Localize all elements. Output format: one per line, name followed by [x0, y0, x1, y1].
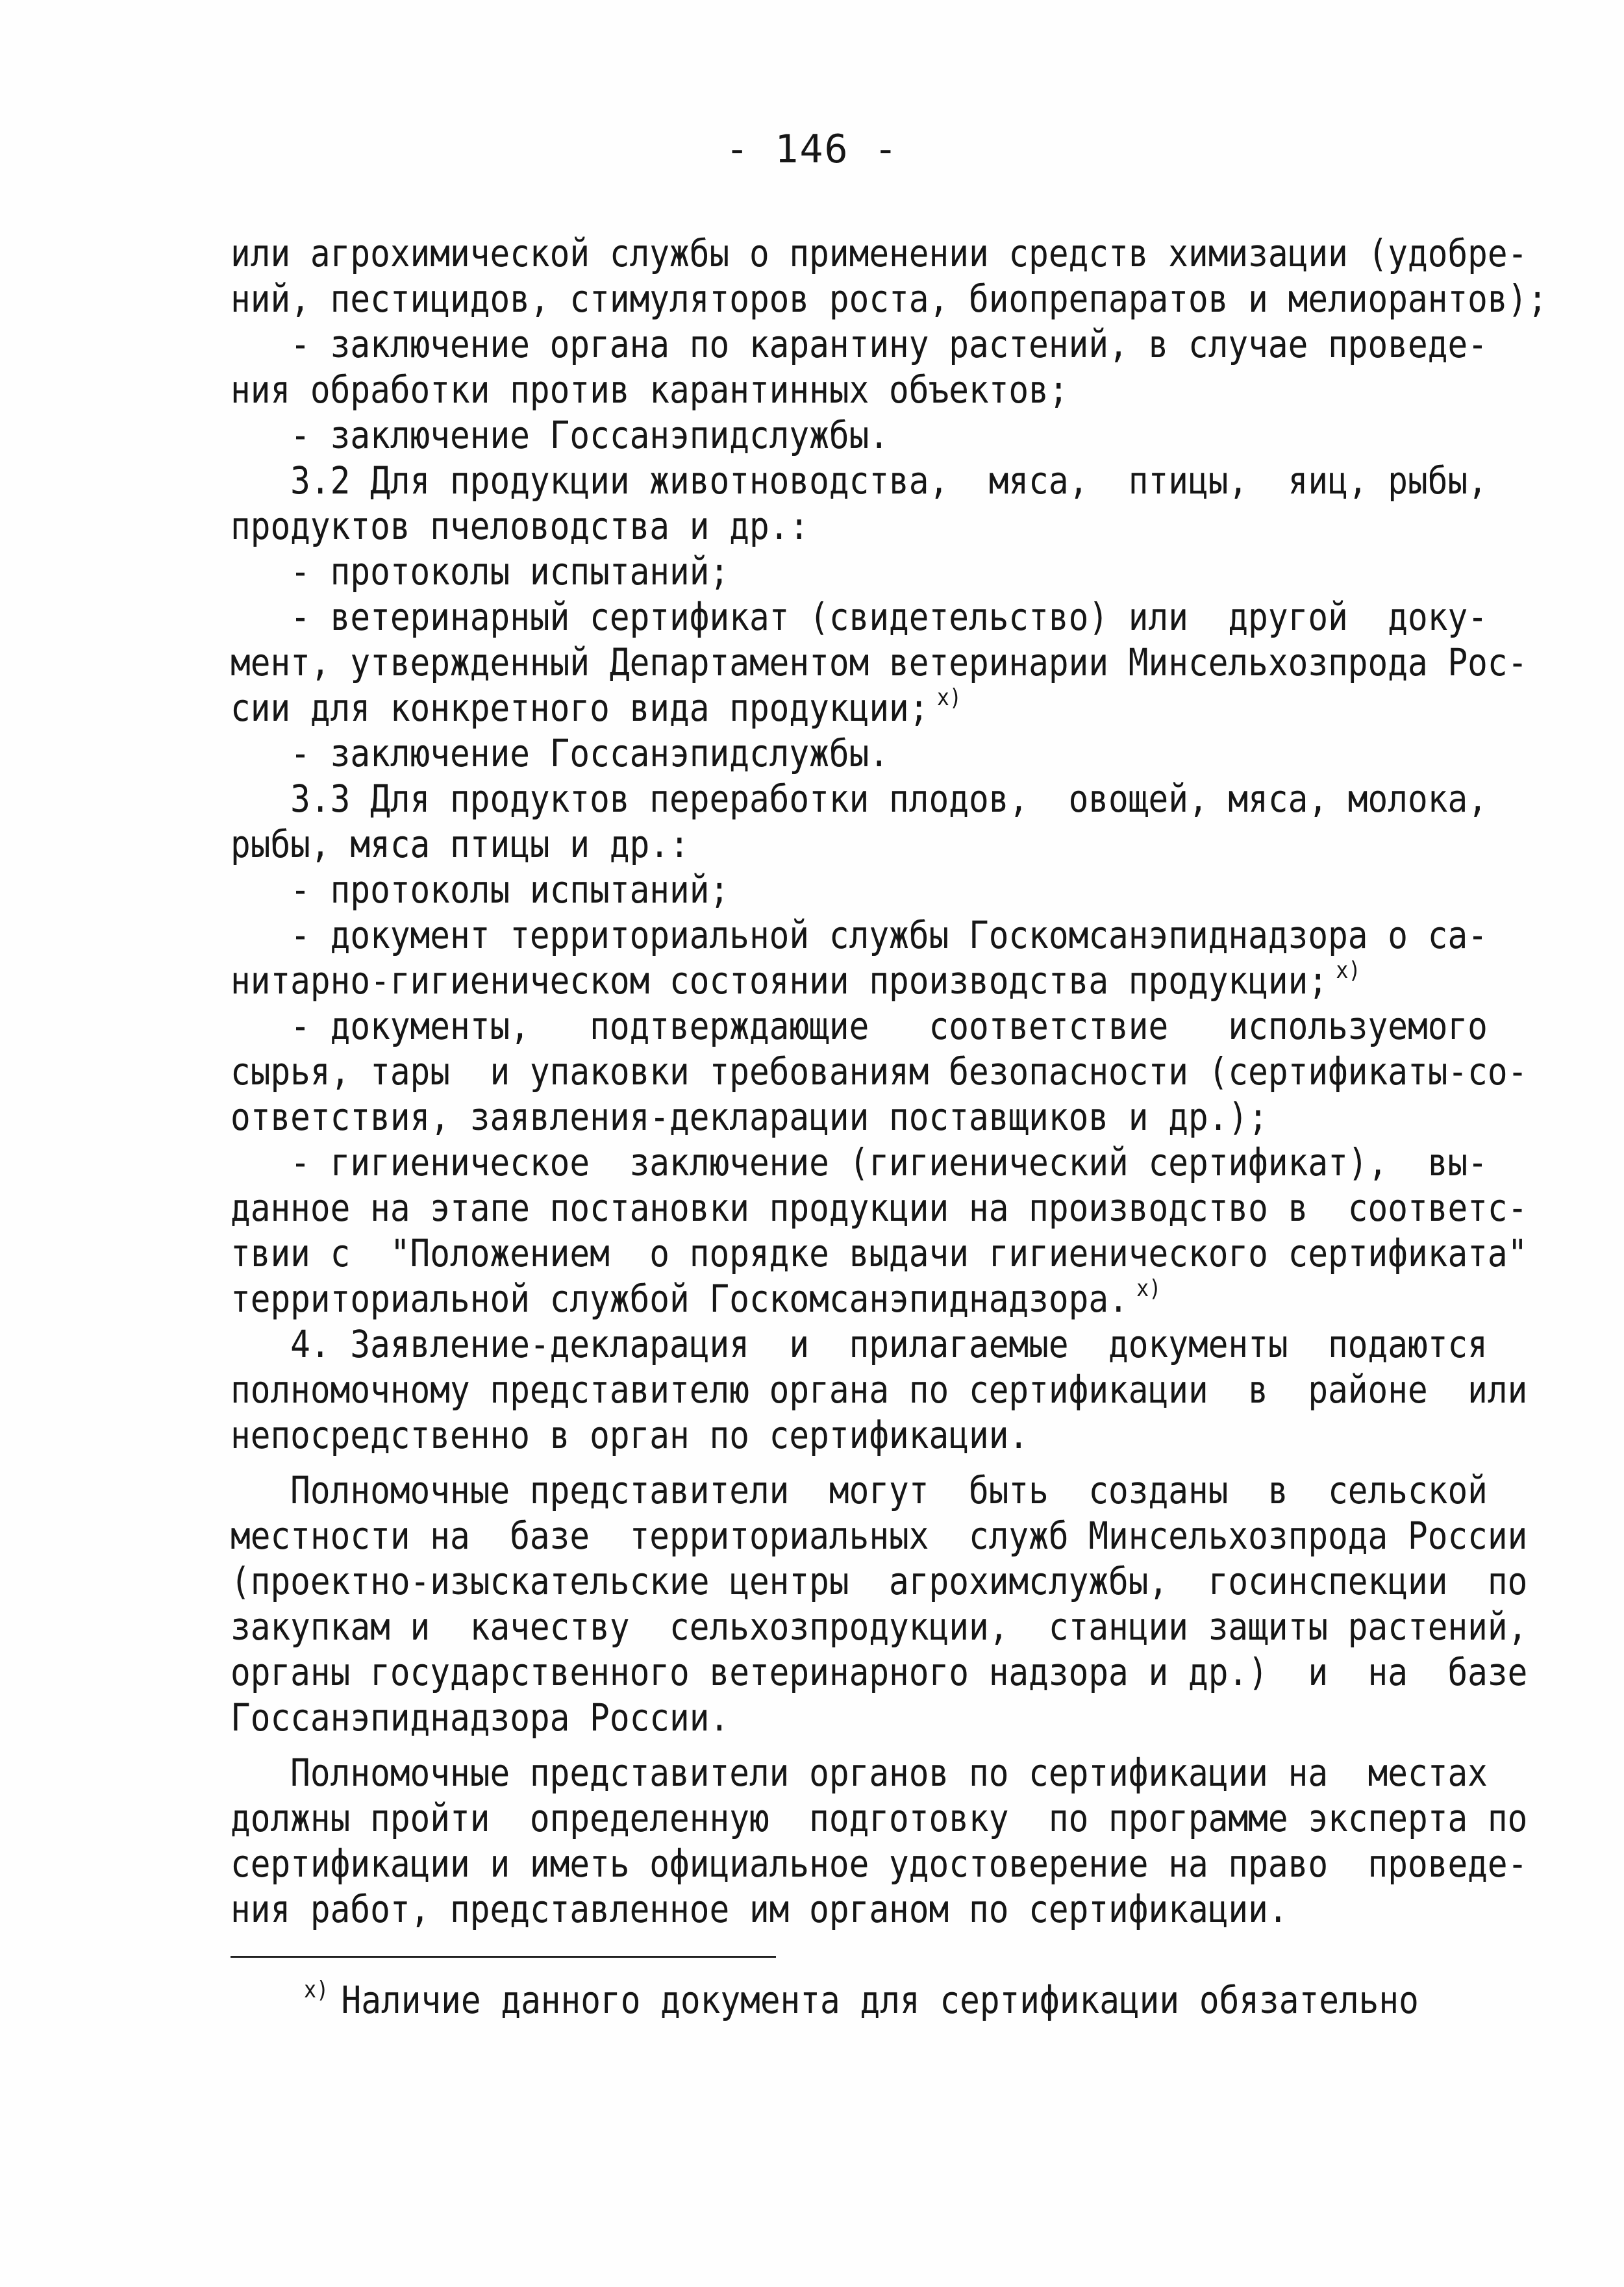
text-line: сырья, тары и упаковки требованиям безопасности (сертификаты-со- — [231, 1049, 1528, 1094]
text-line: 3.2 Для продукции животноводства, мяса, птицы, яиц, рыбы, — [231, 458, 1488, 503]
text-line: сертификации и иметь официальное удостоверение на право проведе- — [231, 1842, 1528, 1886]
text-line: органы государственного ветеринарного надзора и др.) и на базе — [231, 1650, 1528, 1694]
page-number: - 146 - — [725, 127, 899, 172]
footnote-divider — [231, 1956, 776, 1958]
footnote-marker: x) — [936, 684, 962, 711]
footnote-marker: x) — [1136, 1275, 1162, 1302]
text-line: рыбы, мяса птицы и др.: — [231, 822, 690, 866]
text-line: - документы, подтверждающие соответствие используемого — [231, 1004, 1488, 1048]
text-line: должны пройти определенную подготовку по программе эксперта по — [231, 1796, 1528, 1840]
footnote-marker: x) — [1336, 957, 1361, 984]
footnote-marker: x) — [304, 1977, 329, 2003]
text-line: ния обработки против карантинных объектов; — [231, 368, 1069, 412]
text-line: ответствия, заявления-декларации поставщиков и др.); — [231, 1095, 1268, 1139]
text-line: полномочному представителю органа по сертификации в районе или — [231, 1368, 1528, 1412]
footnote-text: Наличие данного документа для сертификации обязательно — [341, 1978, 1419, 2022]
text-line: закупкам и качеству сельхозпродукции, станции защиты растений, — [231, 1605, 1528, 1649]
text-line: данное на этапе постановки продукции на производство в соответс- — [231, 1186, 1528, 1230]
text-line: - заключение органа по карантину растений, в случае проведе- — [231, 322, 1488, 366]
text-line: ния работ, представленное им органом по сертификации. — [231, 1887, 1288, 1931]
text-line: - заключение Госсанэпидслужбы. — [231, 731, 890, 775]
footnote — [304, 1977, 1419, 2023]
text-line: (проектно-изыскательские центры агрохимслужбы, госинспекции по — [231, 1559, 1528, 1603]
text-line: - протоколы испытаний; — [231, 868, 730, 912]
text-line: сии для конкретного вида продукции; $^{x)}$ — [231, 684, 962, 730]
text-line: непосредственно в орган по сертификации. — [231, 1413, 1029, 1457]
text-line: - ветеринарный сертификат (свидетельство) или другой доку- — [231, 595, 1488, 639]
text-line: нитарно-гигиеническом состоянии производства продукции; $^{x)}$ — [231, 957, 1361, 1003]
text-line: - гигиеническое заключение (гигиенический сертификат), вы- — [231, 1140, 1488, 1184]
text-line: ний, пестицидов, стимуляторов роста, биопрепаратов и мелиорантов); — [231, 277, 1548, 321]
text-line: Госсанэпиднадзора России. — [231, 1695, 730, 1740]
text-line: 3.3 Для продуктов переработки плодов, овощей, мяса, молока, — [231, 777, 1488, 821]
text-line: мент, утвержденный Департаментом ветеринарии Минсельхозпрода Рос- — [231, 640, 1528, 684]
text-line: - документ территориальной службы Госкомсанэпиднадзора о са- — [231, 913, 1488, 957]
body-text — [231, 231, 1548, 1932]
text-line: - заключение Госсанэпидслужбы. — [231, 413, 890, 457]
text-line: продуктов пчеловодства и др.: — [231, 504, 810, 548]
text-line: твии с "Положением о порядке выдачи гигиенического сертификата" — [231, 1231, 1528, 1275]
text-line: Полномочные представители органов по сертификации на местах — [231, 1751, 1488, 1795]
text-line: - протоколы испытаний; — [231, 549, 730, 594]
text-line: местности на базе территориальных служб Минсельхозпрода России — [231, 1514, 1528, 1558]
text-line: или агрохимической службы о применении средств химизации (удобре- — [231, 231, 1528, 275]
text-line: Полномочные представители могут быть созданы в сельской — [231, 1468, 1488, 1512]
text-line: территориальной службой Госкомсанэпиднадзора. $^{x)}$ — [231, 1275, 1162, 1321]
text-line: 4. Заявление-декларация и прилагаемые документы подаются — [231, 1322, 1488, 1366]
